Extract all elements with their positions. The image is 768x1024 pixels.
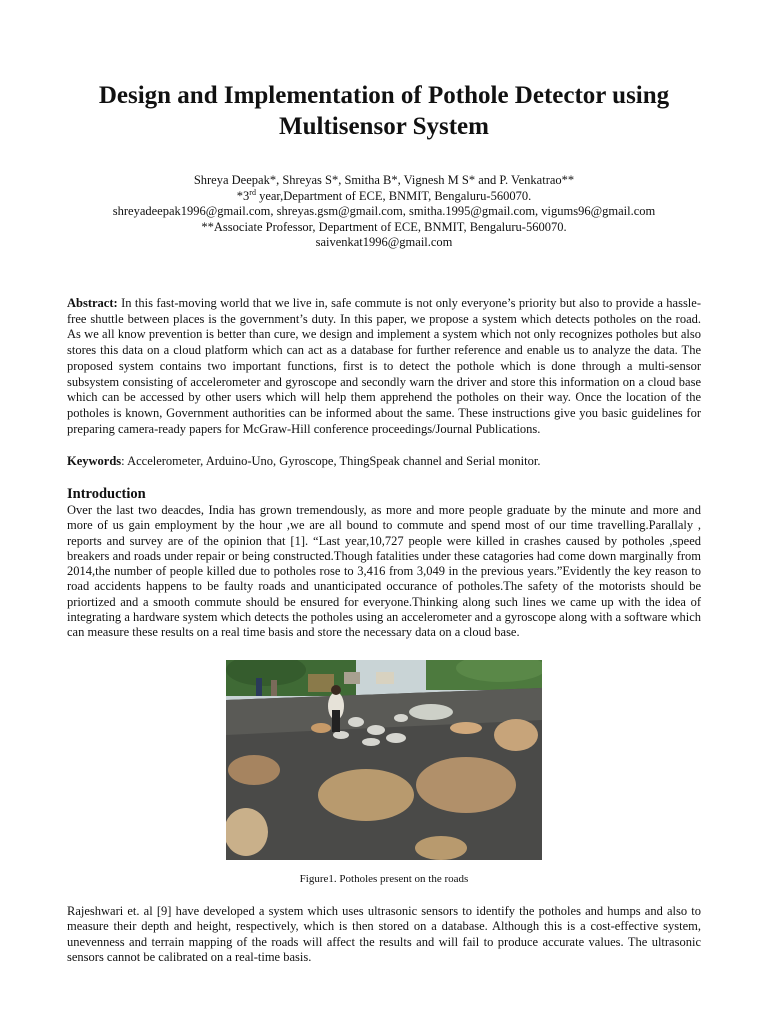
affiliation-students: *3rd year,Department of ECE, BNMIT, Bengaluru-560070.: [236, 187, 532, 203]
abstract: [67, 296, 701, 437]
pothole-small: [367, 725, 385, 735]
pothole-puddle: [450, 722, 482, 734]
paper-title: [60, 80, 708, 142]
rider-head: [331, 685, 341, 695]
professor-email: saivenkat1996@gmail.com: [315, 235, 453, 249]
affiliation-professor: **Associate Professor, Department of ECE, BNMIT, Bengaluru-560070.: [201, 219, 567, 234]
introduction-heading: Introduction: [67, 486, 146, 502]
pothole-road-illustration: [226, 660, 542, 860]
pothole-puddle: [415, 836, 467, 860]
pothole-small: [333, 731, 349, 739]
pothole-photo: [226, 660, 542, 860]
pothole-small: [311, 723, 331, 733]
figure-caption: Figure1. Potholes present on the roads: [299, 873, 469, 885]
title-line-1: Design and Implementation of Pothole Detector using: [98, 82, 670, 109]
pothole-small: [394, 714, 408, 722]
keywords-text: : Accelerometer, Arduino-Uno, Gyroscope, ThingSpeak channel and Serial monitor.: [121, 454, 541, 468]
pedestrian: [256, 678, 262, 696]
auto-rickshaw: [308, 674, 334, 692]
introduction-text: Over the last two deacdes, India has grown tremendously, as more and more people graduate by the minute and more and more of us gain employment by the hour ,we are all bound to commute and spend most of our time travelling.Parallaly , reports and survey are of the opinion that [1]. “Last year,10,727 people were killed in crashes caused by potholes ,speed breakers and roads under repair or being constructed.Though fatalities under these catagories had come down marginally from 2014,the number of people killed due to potholes rose to 3,416 from 3,049 in the previous years.”Evidently the key reason to road accidents happens to be faulty roads and unanticipated occurance of potholes.The safety of the motorists should be priortized and a smooth commute should be ensured for everyone.Thinking along such lines we came up with the idea of integrating a hardware system which detects the potholes using an accelerometer and a gyroscope along with a software which can measure these results on a real time basis and store the necessary data on a cloud base.: [67, 503, 701, 640]
related-work-paragraph: Rajeshwari et. al [9] have developed a system which uses ultrasonic sensors to identify the potholes and humps and also to measure their depth and height, respectively, which is then stored on a database. Although this is a cost-effective system, unevenness and terrain mapping of the roads will affect the results and will fail to produce accurate values. The ultrasonic sensors cannot be calibrated on a real-time basis.: [67, 904, 701, 964]
motorcycle: [332, 710, 340, 732]
keywords: [67, 454, 701, 470]
pothole-puddle: [226, 808, 268, 856]
pothole-small: [348, 717, 364, 727]
truck: [344, 672, 360, 684]
pedestrian: [271, 680, 277, 696]
pothole-puddle: [409, 704, 453, 720]
author-names: Shreya Deepak*, Shreyas S*, Smitha B*, Vignesh M S* and P. Venkatrao**: [193, 173, 575, 187]
pothole-small: [386, 733, 406, 743]
title-line-2: Multisensor System: [279, 113, 489, 140]
author-block: [60, 173, 708, 251]
abstract-text: In this fast-moving world that we live in, safe commute is not only everyone’s priority but also to provide a hassle-free shuttle between places is the government’s duty. In this paper, we propose a system which detects potholes on the road. As we all know prevention is better than cure, we design and implement a system which not only recognizes potholes but also stores this data on a cloud platform which can act as a database for further reference and enable us to analyze the data. The proposed system contains two important functions, first is to detect the pothole which is done through a multi-sensor subsystem consisting of accelerometer and gyroscope and secondly warn the driver and store this information on a cloud base which can be accessed by other users which will help them apprehend the potholes on their way. Once the location of the potholes is known, Government authorities can be informed about the same. These instructions give you basic guidelines for preparing camera-ready papers for McGraw-Hill conference proceedings/Journal Publications.: [67, 296, 701, 436]
keywords-label: Keywords: [67, 454, 122, 468]
car: [376, 672, 394, 684]
pothole-puddle: [494, 719, 538, 751]
abstract-label: Abstract:: [67, 296, 118, 310]
pothole-puddle: [416, 757, 516, 813]
student-emails: shreyadeepak1996@gmail.com, shreyas.gsm@gmail.com, smitha.1995@gmail.com, vigums96@gmail.com: [112, 204, 656, 218]
pothole-puddle: [318, 769, 414, 821]
pothole-small: [362, 738, 380, 746]
pothole-puddle: [228, 755, 280, 785]
